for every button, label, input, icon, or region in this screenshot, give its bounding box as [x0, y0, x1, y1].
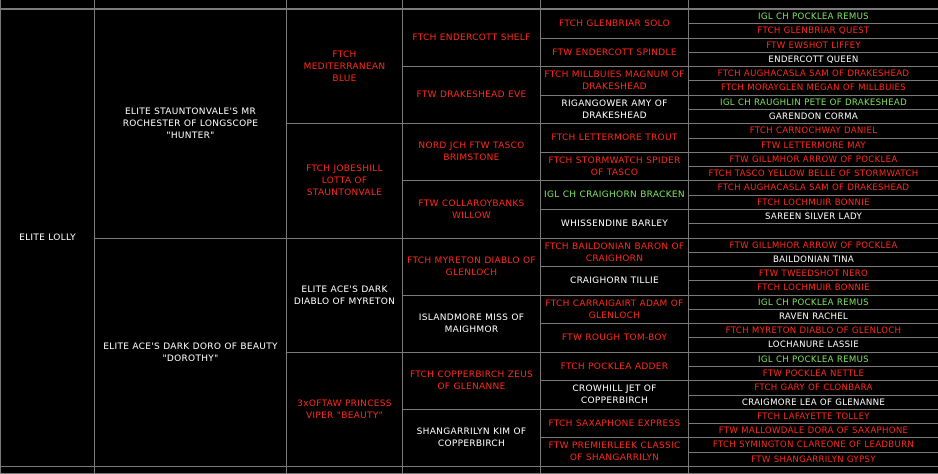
pedigree-cell-gen5: FTW TWEEDSHOT NERO: [688, 266, 938, 281]
pedigree-cell-gen5: CRAIGMORE LEA OF GLENANNE: [688, 395, 938, 410]
pedigree-cell-gen4: FTCH CARRAIGAIRT ADAM OF GLENLOCH: [540, 295, 689, 324]
pedigree-cell-gen5: IGL CH POCKLEA REMUS: [688, 9, 938, 24]
pedigree-cell-gen4: CROWHILL JET OF COPPERBIRCH: [540, 380, 689, 410]
pedigree-cell-gen3: FTW DRAKESHEAD EVE: [402, 66, 541, 124]
pedigree-cell-gen5: FTCH TASCO YELLOW BELLE OF STORMWATCH: [688, 166, 938, 181]
pedigree-cell-gen2: FTCH JOBESHILL LOTTA OF STAUNTONVALE: [286, 123, 403, 239]
pedigree-cell-gen5: [688, 223, 938, 239]
pedigree-cell-gen5: FTCH GLENBRIAR QUEST: [688, 23, 938, 39]
pedigree-stub-cell: [0, 466, 95, 474]
pedigree-cell-gen5: FTW EWSHOT LIFFEY: [688, 38, 938, 53]
pedigree-cell-gen5: ENDERCOTT QUEEN: [688, 52, 938, 67]
pedigree-cell-gen3: FTW COLLAROYBANKS WILLOW: [402, 180, 541, 239]
pedigree-cell-gen4: FTW ROUGH TOM-BOY: [540, 323, 689, 353]
pedigree-cell-gen5: RAVEN RACHEL: [688, 309, 938, 324]
pedigree-cell-gen4: FTW ENDERCOTT SPINDLE: [540, 38, 689, 67]
pedigree-cell-gen5: FTCH AUGHACASLA SAM OF DRAKESHEAD: [688, 180, 938, 196]
pedigree-cell-gen4: FTW PREMIERLEEK CLASSIC OF SHANGARRILYN: [540, 437, 689, 467]
pedigree-cell-gen5: FTW GILLMHOR ARROW OF POCKLEA: [688, 152, 938, 167]
pedigree-cell-gen5: SAREEN SILVER LADY: [688, 209, 938, 224]
pedigree-cell-gen3: FTCH ENDERCOTT SHELF: [402, 9, 541, 67]
pedigree-cell-gen4: FTCH SAXAPHONE EXPRESS: [540, 409, 689, 438]
pedigree-cell-gen2: FTCH MEDITERRANEAN BLUE: [286, 9, 403, 124]
subject-dog-name: ELITE LOLLY: [0, 9, 95, 467]
pedigree-cell-gen5: FTCH SYMINGTON CLAREONE OF LEADBURN: [688, 437, 938, 453]
pedigree-cell-gen4: WHISSENDINE BARLEY: [540, 209, 689, 239]
pedigree-cell-gen4: RIGANGOWER AMY OF DRAKESHEAD: [540, 95, 689, 124]
pedigree-cell-gen5: GARENDON CORMA: [688, 109, 938, 124]
pedigree-cell-gen5: IGL CH POCKLEA REMUS: [688, 295, 938, 310]
pedigree-cell-gen5: FTW GILLMHOR ARROW OF POCKLEA: [688, 238, 938, 253]
pedigree-cell-gen5: FTCH MORAYGLEN MEGAN OF MILLBUIES: [688, 80, 938, 96]
pedigree-cell-gen5: IGL CH POCKLEA REMUS: [688, 352, 938, 367]
pedigree-cell-gen4: FTCH POCKLEA ADDER: [540, 352, 689, 381]
pedigree-cell-gen5: FTCH LOCHMUIR BONNIE: [688, 195, 938, 210]
pedigree-cell-gen4: IGL CH CRAIGHORN BRACKEN: [540, 180, 689, 210]
pedigree-cell-gen3: FTCH MYRETON DIABLO OF GLENLOCH: [402, 238, 541, 296]
pedigree-cell-gen4: FTCH GLENBRIAR SOLO: [540, 9, 689, 39]
pedigree-cell-gen5: FTCH AUGHACASLA SAM OF DRAKESHEAD: [688, 66, 938, 81]
pedigree-cell-gen2: 3xOFTAW PRINCESS VIPER "BEAUTY": [286, 352, 403, 467]
pedigree-cell-gen5: BAILDONIAN TINA: [688, 252, 938, 267]
pedigree-cell-gen5: FTCH LOCHMUIR BONNIE: [688, 280, 938, 296]
pedigree-cell-gen5: FTCH GARY OF CLONBARA: [688, 380, 938, 396]
pedigree-cell-gen3: FTCH COPPERBIRCH ZEUS OF GLENANNE: [402, 352, 541, 410]
pedigree-stub-cell: [688, 466, 938, 474]
pedigree-cell-gen5: FTCH MYRETON DIABLO OF GLENLOCH: [688, 323, 938, 338]
pedigree-stub-cell: [94, 466, 287, 474]
pedigree-cell-gen3: NORD JCH FTW TASCO BRIMSTONE: [402, 123, 541, 181]
pedigree-cell-gen5: FTCH CARNOCHWAY DANIEL: [688, 123, 938, 139]
pedigree-cell-gen4: FTCH BAILDONIAN BARON OF CRAIGHORN: [540, 238, 689, 267]
pedigree-stub-cell: [402, 466, 541, 474]
pedigree-cell-gen4: FTCH MILLBUIES MAGNUM OF DRAKESHEAD: [540, 66, 689, 96]
pedigree-cell-gen4: FTCH LETTERMORE TROUT: [540, 123, 689, 153]
pedigree-stub-cell: [540, 0, 689, 9]
pedigree-stub-cell: [286, 0, 403, 9]
pedigree-stub-cell: [286, 466, 403, 474]
pedigree-cell-gen5: FTCH LAFAYETTE TOLLEY: [688, 409, 938, 424]
pedigree-cell-gen5: FTW MALLOWDALE DORA OF SAXAPHONE: [688, 423, 938, 438]
pedigree-stub-cell: [402, 0, 541, 9]
pedigree-cell-gen1: ELITE STAUNTONVALE'S MR ROCHESTER OF LONGSCOPE "HUNTER": [94, 9, 287, 239]
pedigree-cell-gen4: CRAIGHORN TILLIE: [540, 266, 689, 296]
pedigree-stub-cell: [688, 0, 938, 9]
pedigree-cell-gen3: ISLANDMORE MISS OF MAIGHMOR: [402, 295, 541, 353]
pedigree-stub-cell: [0, 0, 95, 9]
pedigree-cell-gen5: FTW POCKLEA NETTLE: [688, 366, 938, 381]
pedigree-cell-gen5: IGL CH RAUGHLIN PETE OF DRAKESHEAD: [688, 95, 938, 110]
pedigree-cell-gen5: FTW LETTERMORE MAY: [688, 138, 938, 153]
pedigree-cell-gen1: ELITE ACE'S DARK DORO OF BEAUTY "DOROTHY": [94, 238, 287, 467]
pedigree-stub-cell: [540, 466, 689, 474]
pedigree-cell-gen3: SHANGARRILYN KIM OF COPPERBIRCH: [402, 409, 541, 467]
pedigree-cell-gen5: LOCHANURE LASSIE: [688, 337, 938, 353]
pedigree-cell-gen2: ELITE ACE'S DARK DIABLO OF MYRETON: [286, 238, 403, 353]
pedigree-cell-gen5: FTW SHANGARRILYN GYPSY: [688, 452, 938, 467]
pedigree-cell-gen4: FTCH STORMWATCH SPIDER OF TASCO: [540, 152, 689, 181]
pedigree-stub-cell: [94, 0, 287, 9]
